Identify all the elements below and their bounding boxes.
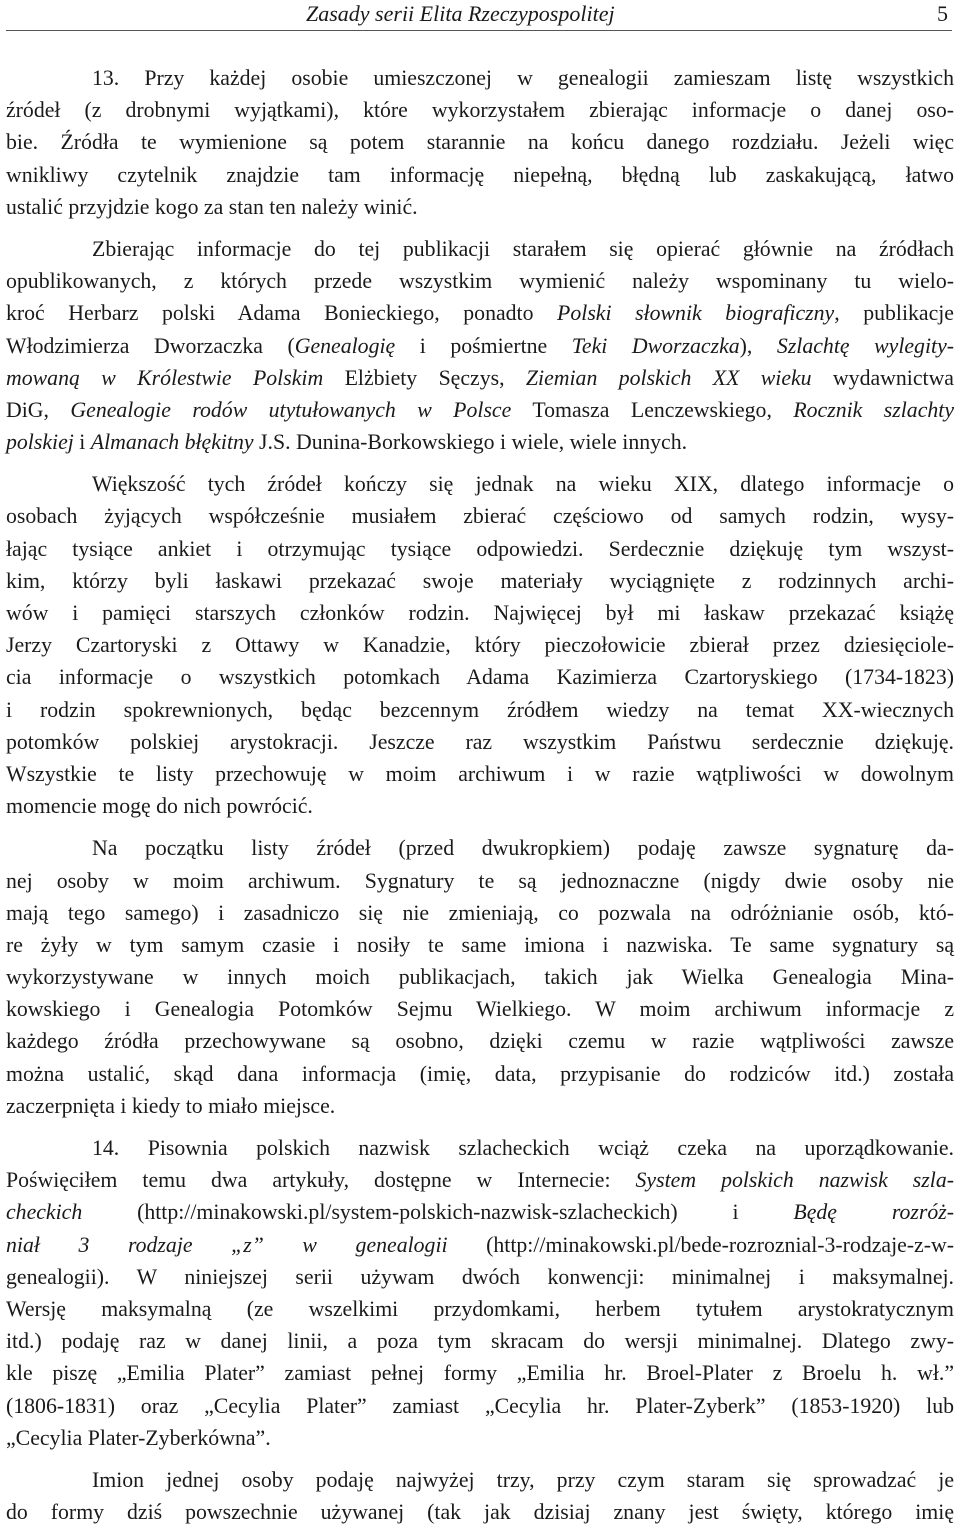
text-run: „Cecylia Plater-Zyberkówna”.: [6, 1425, 271, 1450]
text-line: [6, 694, 954, 726]
text-run: kowskiego i Genealogia Potomków Sejmu Wielkiego. W moim archiwum informacje z: [6, 997, 954, 1022]
text-run: Jerzy Czartoryski z Ottawy w Kanadzie, który pieczołowicie zbierał przez dziesięciole-: [6, 633, 954, 658]
text-line: [6, 565, 954, 597]
paragraph: [6, 233, 954, 458]
text-line: [6, 1164, 954, 1196]
italic-text: Ziemian polskich XX wieku: [525, 365, 812, 390]
text-run: Wersję maksymalną (ze wszelkimi przydomkami, herbem tytułem arystokratycznym: [6, 1296, 954, 1321]
text-run: (1806-1831) oraz „Cecylia Plater” zamiast „Cecylia hr. Plater-Zyberk” (1853-1920) lub: [6, 1393, 954, 1418]
text-run: można ustalić, skąd dana informacja (imię, data, przypisanie do rodziców itd.) została: [6, 1061, 954, 1086]
paragraph: [6, 1464, 954, 1528]
italic-text: Almanach błękitny: [90, 430, 254, 455]
text-run: Imion jednej osoby podaję najwyżej trzy, przy czym staram się sprowadzać je: [92, 1467, 954, 1492]
text-line: [6, 426, 954, 458]
text-run: genealogii). W niniejszej serii używam dwóch konwencji: minimalnej i maksymalnej.: [6, 1264, 954, 1289]
paragraph: [6, 832, 954, 1122]
text-line: [6, 362, 954, 394]
italic-text: Będę rozróż-: [793, 1200, 954, 1225]
text-line: [6, 1058, 954, 1090]
italic-text: Genealogię: [294, 333, 396, 358]
text-line: [6, 1196, 954, 1228]
text-line: [6, 1464, 954, 1496]
text-run: źródeł (z drobnymi wyjątkami), które wykorzystałem zbierając informacje o danej oso-: [6, 98, 954, 123]
italic-text: Teki Dworzaczka: [571, 333, 740, 358]
text-line: [6, 758, 954, 790]
text-line: [6, 468, 954, 500]
italic-text: polskiej: [6, 430, 74, 455]
text-line: [6, 1261, 954, 1293]
text-line: [6, 1357, 954, 1389]
text-line: [6, 1025, 954, 1057]
text-line: [6, 790, 954, 822]
text-line: [6, 993, 954, 1025]
text-run: wydawnictwa: [811, 365, 954, 390]
text-line: [6, 1325, 954, 1357]
text-run: Poświęciłem temu dwa artykuły, dostępne w Internecie:: [6, 1168, 636, 1193]
text-line: [6, 661, 954, 693]
text-line: [6, 597, 954, 629]
italic-text: checkich: [6, 1200, 83, 1225]
text-run: nej osoby w moim archiwum. Sygnatury te są jednoznaczne (nigdy dwie osoby nie: [6, 868, 954, 893]
italic-text: Szlachtę wylegity-: [776, 333, 954, 358]
text-line: [6, 832, 954, 864]
text-line: [6, 1090, 954, 1122]
text-line: [6, 265, 954, 297]
italic-text: Rocznik szlachty: [793, 397, 954, 422]
text-line: [6, 961, 954, 993]
page-number: 5: [937, 1, 948, 26]
text-run: Na początku listy źródeł (przed dwukropkiem) podaję zawsze sygnaturę da-: [92, 836, 954, 861]
text-run: Wszystkie te listy przechowuję w moim archiwum i w razie wątpliwości w dowolnym: [6, 761, 954, 786]
paragraph: [6, 1132, 954, 1454]
text-run: mają tego samego) i zasadniczo się nie zmieniają, co pozwala na odróżnianie osób, któ-: [6, 900, 954, 925]
text-run: zaczerpnięta i kiedy to miało miejsce.: [6, 1093, 336, 1118]
text-run: DiG,: [6, 397, 71, 422]
text-line: [6, 865, 954, 897]
paragraph: [6, 62, 954, 223]
text-run: i rodzin spokrewnionych, będąc bezcennym źródłem wiedzy na temat XX-wiecznych: [6, 697, 954, 722]
document-body: [6, 62, 954, 1528]
text-line: [6, 233, 954, 265]
text-run: bie. Źródła te wymienione są potem starannie na końcu danego rozdziału. Jeżeli więc: [6, 130, 954, 155]
text-line: [6, 1229, 954, 1261]
header-title: Zasady serii Elita Rzeczypospolitej: [306, 1, 615, 26]
text-run: 13. Przy każdej osobie umieszczonej w genealogii zamieszam listę wszystkich: [92, 66, 954, 90]
text-run: wykorzystywane w innych moich publikacjach, takich jak Wielka Genealogia Mina-: [6, 965, 954, 990]
text-run: opublikowanych, z których przede wszystkim wymienić należy wspominany tu wielo-: [6, 269, 954, 294]
text-line: [6, 1422, 954, 1454]
text-run: itd.) podaję raz w danej linii, a poza tym skracam do wersji minimalnej. Dlatego zwy-: [6, 1329, 954, 1354]
text-run: Włodzimierza Dworzaczka (: [6, 333, 295, 358]
text-line: [6, 126, 954, 158]
text-line: [6, 1132, 954, 1164]
text-run: łając tysiące ankiet i otrzymując tysiące odpowiedzi. Serdecznie dziękuję tym wszyst-: [6, 536, 954, 561]
text-run: wnikliwy czytelnik znajdzie tam informację niepełną, błędną lub zaskakującą, łatwo: [6, 162, 954, 187]
text-run: kroć Herbarz polski Adama Bonieckiego, ponadto: [6, 301, 558, 326]
text-run: osobach żyjących współcześnie musiałem zbierać częściowo od samych rodzin, wysy-: [6, 504, 954, 529]
text-run: do formy dziś powszechnie używanej (tak jak dzisiaj znany jest święty, którego imię: [6, 1500, 954, 1525]
text-run: cia informacje o wszystkich potomkach Adama Kazimierza Czartoryskiego (1734-1823): [6, 665, 954, 690]
text-run: i pośmiertne: [395, 333, 572, 358]
text-line: [6, 297, 954, 329]
text-line: [6, 533, 954, 565]
text-run: Elżbiety Sęczys,: [323, 365, 526, 390]
text-run: potomków polskiej arystokracji. Jeszcze raz wszystkim Państwu serdecznie dziękuję.: [6, 729, 954, 754]
text-run: kle piszę „Emilia Plater” zamiast pełnej formy „Emilia hr. Broel-Plater z Broelu h. wł.”: [6, 1361, 954, 1386]
italic-text: System polskich nazwisk szla-: [635, 1168, 954, 1193]
text-line: [6, 1390, 954, 1422]
text-run: momencie mogę do nich powrócić.: [6, 794, 313, 819]
text-run: i: [73, 430, 91, 455]
text-line: [6, 62, 954, 94]
text-run: Tomasza Lenczewskiego,: [511, 397, 794, 422]
text-run: J.S. Dunina-Borkowskiego i wiele, wiele innych.: [253, 430, 688, 455]
italic-text: Polski słownik biograficzny: [557, 301, 835, 326]
italic-text: mowaną w Królestwie Polskim: [6, 365, 324, 390]
text-line: [6, 394, 954, 426]
text-line: [6, 897, 954, 929]
paragraph: [6, 468, 954, 822]
italic-text: niał 3 rodzaje „z” w genealogii: [6, 1232, 448, 1257]
text-line: [6, 726, 954, 758]
text-line: [6, 629, 954, 661]
text-line: [6, 159, 954, 191]
text-line: [6, 94, 954, 126]
text-run: (http://minakowski.pl/bede-rozroznial-3-rodzaje-z-w-: [447, 1232, 954, 1257]
text-run: kim, którzy byli łaskawi przekazać swoje materiały wyciągnięte z rodzinnych archi-: [6, 568, 954, 593]
text-run: ),: [739, 333, 777, 358]
text-run: ustalić przyjdzie kogo za stan ten należy winić.: [6, 194, 418, 219]
text-run: , publikacje: [834, 301, 954, 326]
text-line: [6, 330, 954, 362]
text-run: Większość tych źródeł kończy się jednak na wieku XIX, dlatego informacje o: [92, 472, 954, 497]
text-run: re żyły w tym samym czasie i nosiły te same imiona i nazwiska. Te same sygnatury są: [6, 932, 954, 957]
text-line: [6, 500, 954, 532]
italic-text: Genealogie rodów utytułowanych w Polsce: [70, 397, 512, 422]
text-run: każdego źródła przechowywane są osobno, dzięki czemu w razie wątpliwości zawsze: [6, 1029, 954, 1054]
text-run: (http://minakowski.pl/system-polskich-nazwisk-szlacheckich) i: [82, 1200, 794, 1225]
running-header: [6, 0, 952, 31]
text-line: [6, 929, 954, 961]
text-line: [6, 191, 954, 223]
text-line: [6, 1496, 954, 1528]
text-run: wów i pamięci starszych członków rodzin. Najwięcej był mi łaskaw przekazać książę: [6, 601, 954, 625]
text-run: 14. Pisownia polskich nazwisk szlacheckich wciąż czeka na uporządkowanie.: [92, 1136, 954, 1160]
text-line: [6, 1293, 954, 1325]
text-run: Zbierając informacje do tej publikacji starałem się opierać głównie na źródłach: [92, 236, 954, 261]
